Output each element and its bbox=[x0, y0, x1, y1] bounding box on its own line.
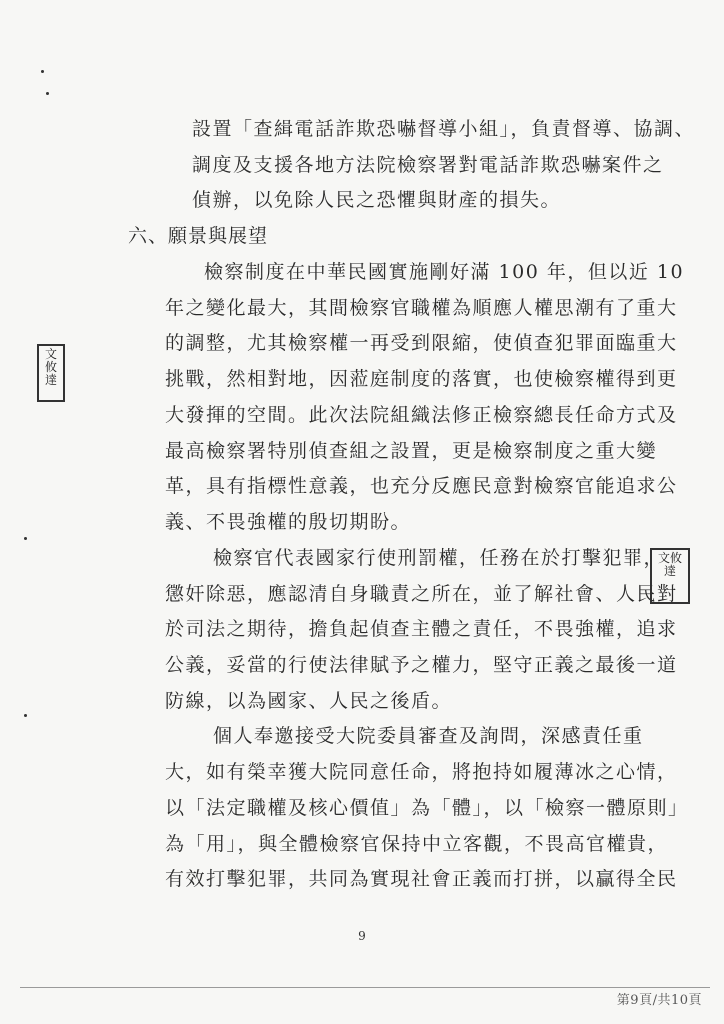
seal-stamp-left: 文攸達 bbox=[37, 344, 65, 402]
text-line: 大，如有榮幸獲大院同意任命，將抱持如履薄冰之心情， bbox=[165, 761, 678, 783]
scan-speck bbox=[41, 70, 44, 73]
text-line: 最高檢察署特別偵查組之設置，更是檢察制度之重大變 bbox=[165, 440, 658, 462]
scan-speck bbox=[24, 537, 27, 540]
footer-page-indicator: 第9頁/共10頁 bbox=[616, 993, 702, 1008]
seal-stamp-right: 文攸達 bbox=[650, 548, 690, 604]
page-number: 9 bbox=[358, 929, 366, 943]
scan-speck bbox=[46, 92, 49, 95]
text-line: 於司法之期待，擔負起偵查主體之責任，不畏強權，追求 bbox=[165, 618, 678, 640]
text-line: 為「用」，與全體檢察官保持中立客觀，不畏高官權貴， bbox=[165, 833, 669, 855]
text-line: 個人奉邀接受大院委員審查及詢問，深感責任重 bbox=[213, 725, 644, 747]
text-line: 以「法定職權及核心價值」為「體」，以「檢察一體原則」 bbox=[165, 797, 689, 819]
text-line: 義、不畏強權的殷切期盼。 bbox=[165, 511, 412, 533]
text-line: 有效打擊犯罪，共同為實現社會正義而打拼，以贏得全民 bbox=[165, 868, 678, 890]
text-line: 檢察制度在中華民國實施剛好滿 100 年，但以近 10 bbox=[204, 261, 685, 283]
text-line: 檢察官代表國家行使刑罰權，任務在於打擊犯罪， bbox=[213, 547, 665, 569]
section-heading: 六、願景與展望 bbox=[128, 225, 269, 247]
text-line: 挑戰，然相對地，因蒞庭制度的落實，也使檢察權得到更 bbox=[165, 368, 678, 390]
text-line: 年之變化最大，其間檢察官職權為順應人權思潮有了重大 bbox=[165, 297, 678, 319]
text-line: 偵辦，以免除人民之恐懼與財產的損失。 bbox=[192, 189, 562, 211]
scan-speck bbox=[24, 714, 27, 717]
text-line: 的調整，尤其檢察權一再受到限縮，使偵查犯罪面臨重大 bbox=[165, 332, 678, 354]
text-line: 革，具有指標性意義，也充分反應民意對檢察官能追求公 bbox=[165, 475, 678, 497]
text-line: 調度及支援各地方法院檢察署對電話詐欺恐嚇案件之 bbox=[192, 154, 664, 176]
text-line: 設置「查緝電話詐欺恐嚇督導小組」，負責督導、協調、 bbox=[192, 118, 696, 140]
text-line: 防線，以為國家、人民之後盾。 bbox=[165, 690, 453, 712]
text-line: 大發揮的空間。此次法院組織法修正檢察總長任命方式及 bbox=[165, 404, 678, 426]
footer-divider bbox=[20, 987, 710, 988]
text-line: 公義，妥當的行使法律賦予之權力，堅守正義之最後一道 bbox=[165, 654, 678, 676]
text-line: 懲奸除惡，應認清自身職責之所在，並了解社會、人民對 bbox=[165, 583, 678, 605]
